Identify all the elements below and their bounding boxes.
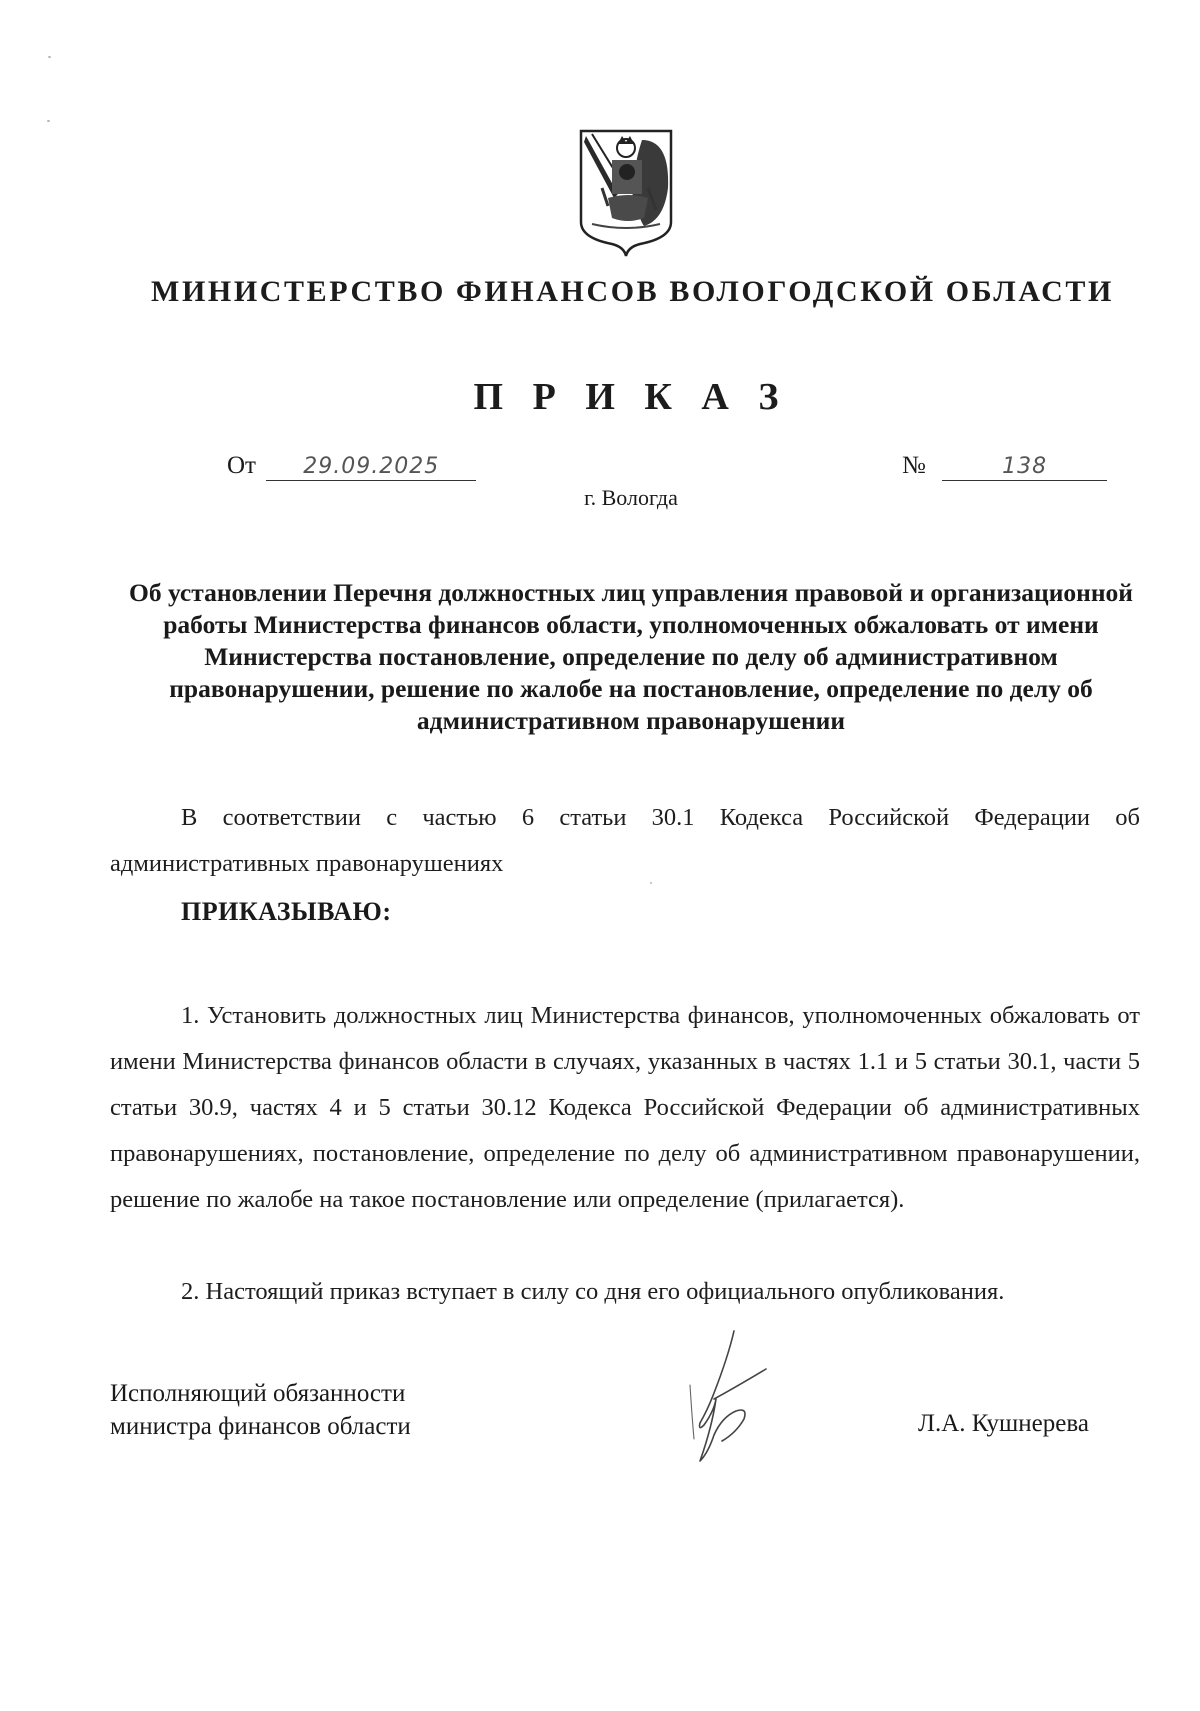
date-field [227,452,476,481]
scan-artifact [48,56,51,58]
decree-heading: ПРИКАЗЫВАЮ: [181,897,392,926]
date-label: От [227,452,256,479]
number-label: № [902,452,926,479]
signatory-position [110,1377,411,1443]
item-1-paragraph: 1. Установить должностных лиц Министерства финансов, уполномоченных обжаловать от имени Министерства финансов области в случаях, указанных в частях 1.1 и 5 статьи 30.1, части 5 статьи 30.9, частях 4 и 5 статьи 30.12 Кодекса Российской Федерации об административных правонарушениях, постановление, определение по делу об административном правонарушении, решение по жалобе на такое постановление или определение (прилагается). [110,1002,1140,1213]
scan-artifact [47,120,50,122]
handwritten-signature-icon [670,1327,780,1467]
number-value: 138 [942,454,1107,481]
preamble-paragraph: В соответствии с частью 6 статьи 30.1 Кодекса Российской Федерации об административных правонарушениях [110,804,1140,877]
signatory-name: Л.А. Кушнерева [918,1410,1089,1437]
city-label: г. Вологда [584,485,678,510]
item-2-paragraph: 2. Настоящий приказ вступает в силу со дня его официального опубликования. [181,1278,1005,1305]
position-line-2: министра финансов области [110,1413,411,1440]
document-title: Об установлении Перечня должностных лиц управления правовой и организационной работы Министерства финансов области, уполномоченных обжаловать от имени Министерства постановление, определение по делу об административном правонарушении, решение по жалобе на постановление, определение по делу об административном правонарушении [128,578,1133,735]
coat-of-arms-icon [578,128,674,258]
document-type-heading: П Р И К А З [473,376,789,418]
position-line-1: Исполняющий обязанности [110,1380,406,1407]
date-value: 29.09.2025 [266,454,476,481]
ministry-heading: МИНИСТЕРСТВО ФИНАНСОВ ВОЛОГОДСКОЙ ОБЛАСТИ [151,275,1114,308]
number-field [902,452,1107,481]
